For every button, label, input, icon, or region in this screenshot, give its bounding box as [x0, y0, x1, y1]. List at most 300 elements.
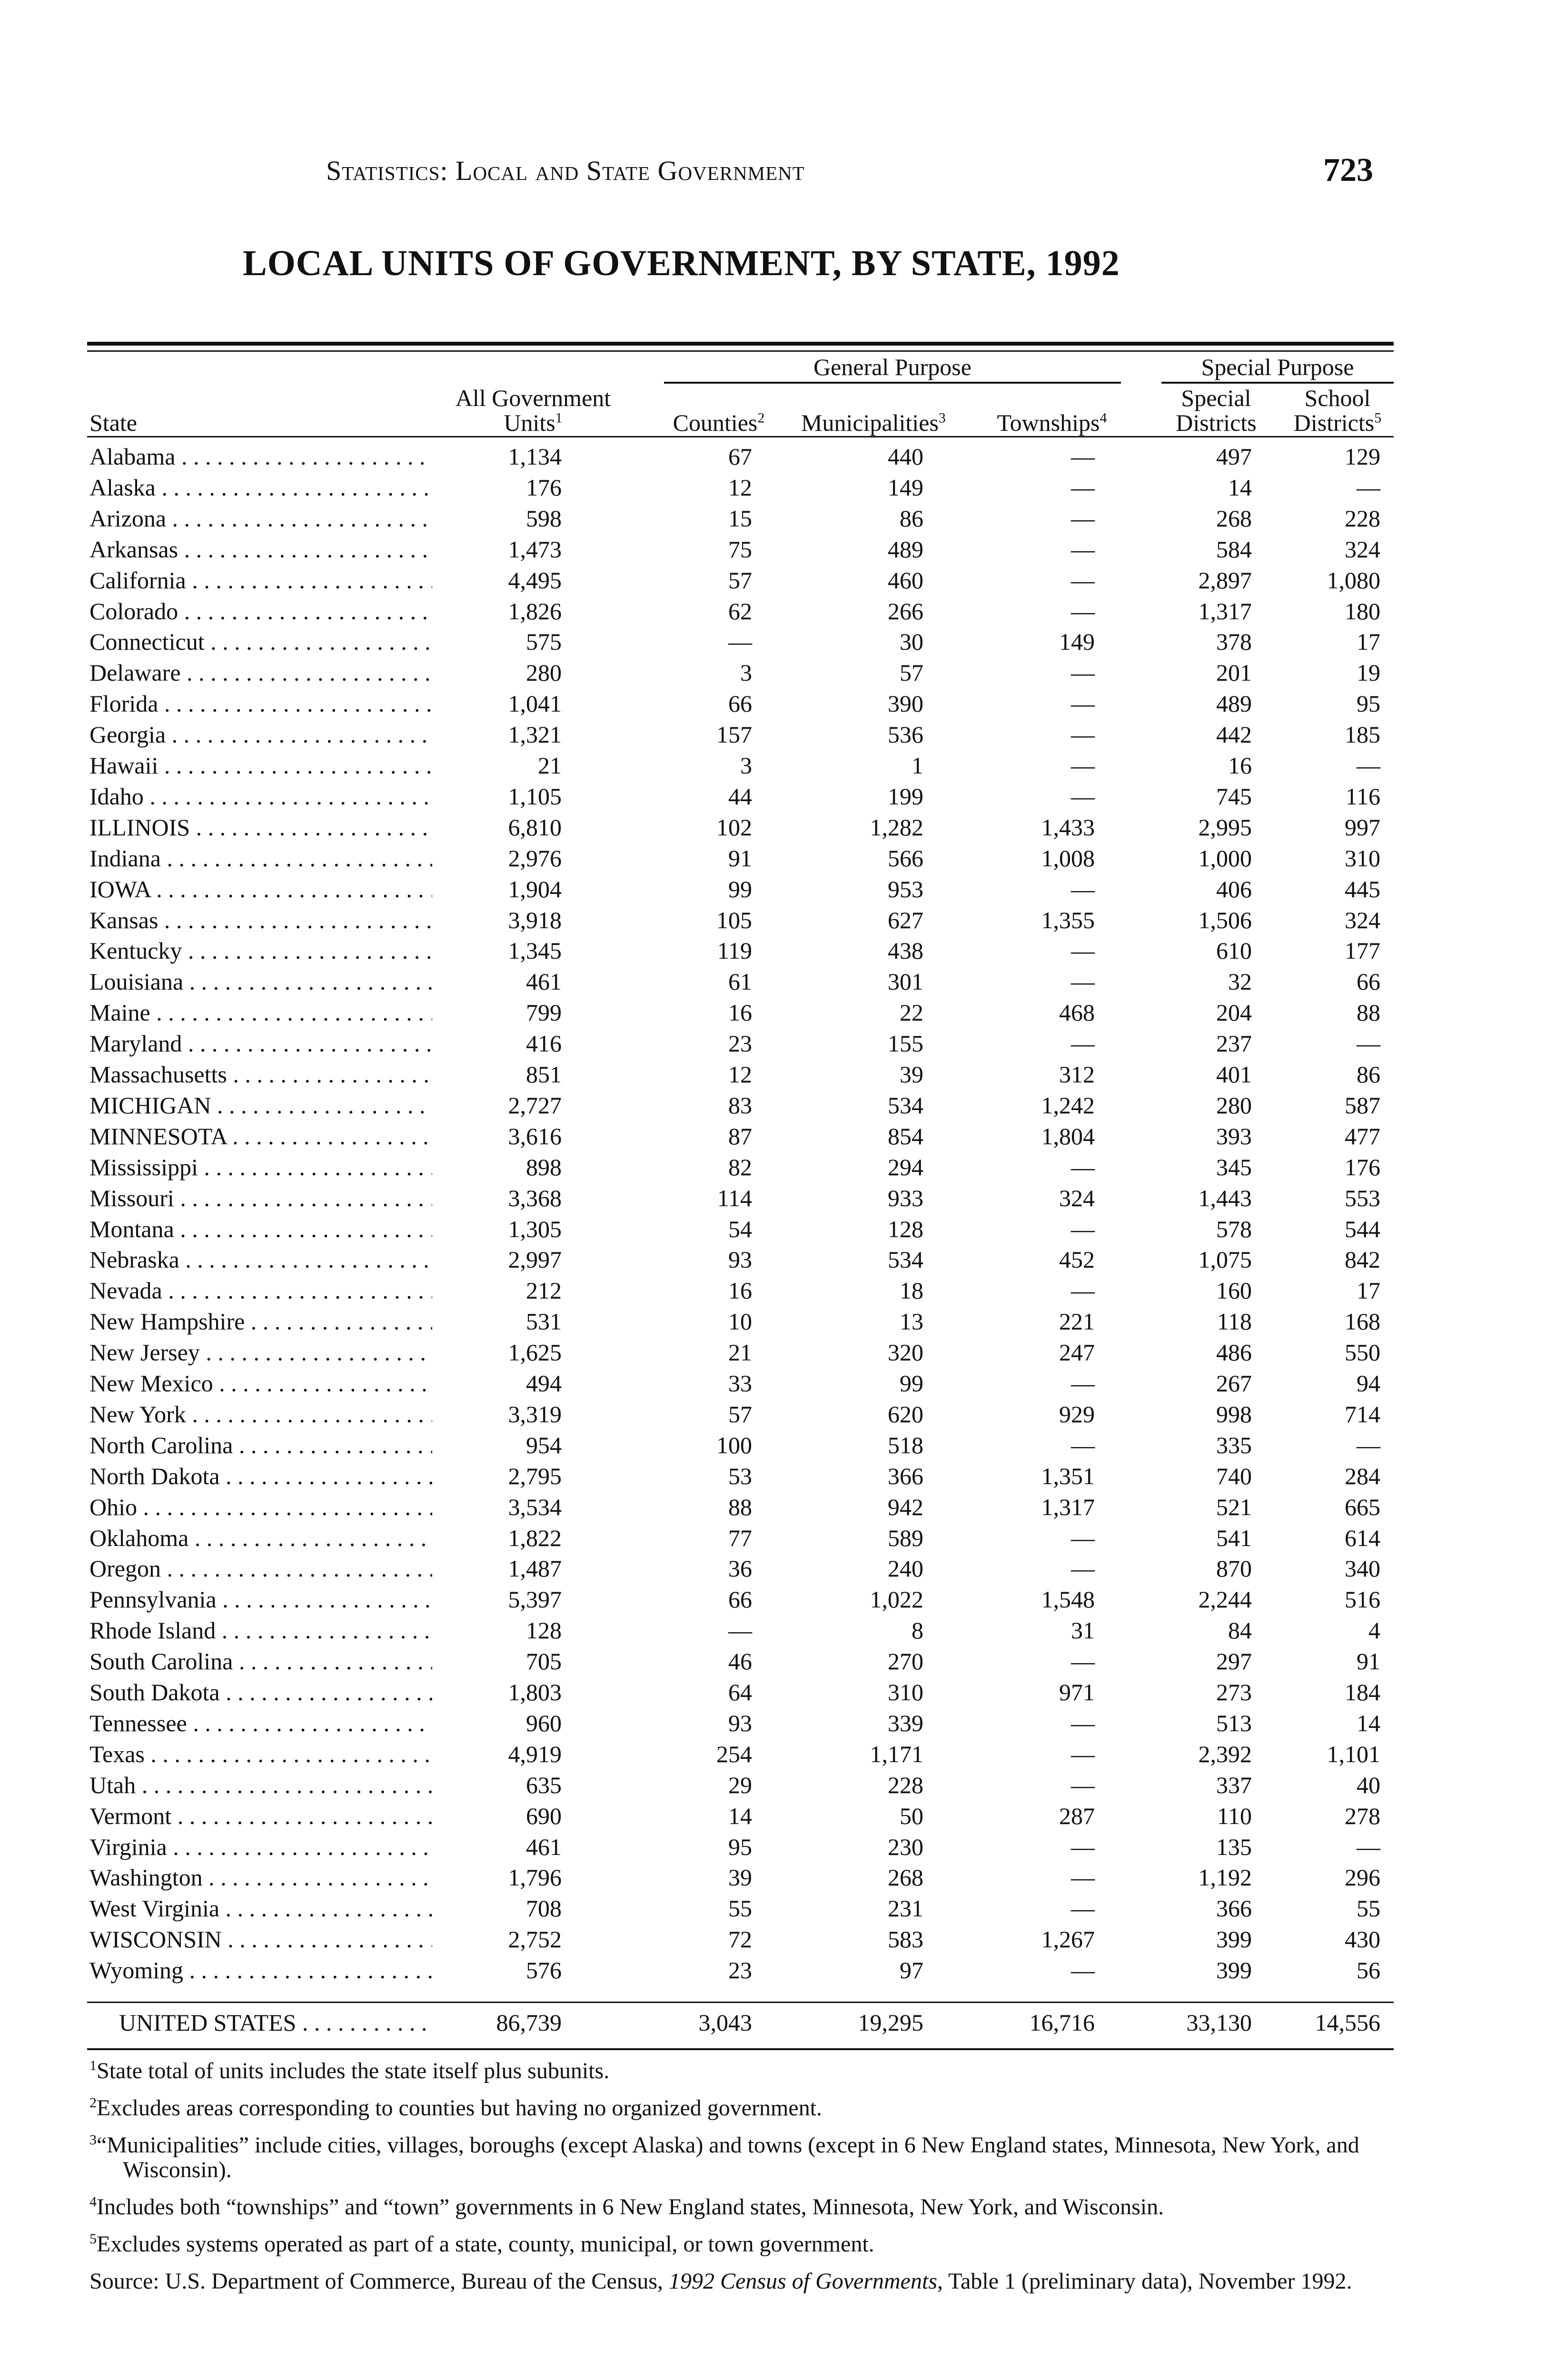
cell-school-districts: 544: [1345, 1215, 1380, 1242]
total-school-districts: 14,556: [1315, 2009, 1380, 2036]
cell-all-units: 3,534: [508, 1493, 562, 1520]
table-row: [0, 1091, 1546, 1122]
col-head-counties: Counties$^2$: [673, 409, 765, 436]
cell-all-units: 1,345: [508, 937, 562, 964]
cell-state: Virginia . . .: [89, 1833, 432, 1861]
cell-townships: —: [1071, 875, 1095, 902]
cell-school-districts: 714: [1345, 1400, 1380, 1428]
cell-school-districts: 17: [1357, 628, 1380, 655]
cell-townships: 971: [1059, 1679, 1095, 1706]
cell-municipalities: 39: [900, 1061, 923, 1088]
cell-counties: 21: [728, 1339, 752, 1366]
cell-municipalities: 534: [888, 1246, 923, 1273]
cell-counties: 72: [728, 1926, 752, 1953]
table-row: [0, 1246, 1546, 1277]
cell-school-districts: 587: [1345, 1091, 1380, 1119]
cell-townships: 929: [1059, 1400, 1095, 1428]
cell-special-districts: 541: [1216, 1524, 1252, 1551]
total-all-units: 86,739: [496, 2009, 562, 2036]
cell-state: Ohio . . .: [89, 1493, 432, 1521]
cell-counties: 102: [716, 813, 752, 841]
cell-state: Vermont . . .: [89, 1802, 432, 1830]
cell-townships: —: [1071, 1030, 1095, 1057]
cell-all-units: 531: [526, 1308, 562, 1335]
cell-special-districts: 237: [1216, 1030, 1252, 1057]
cell-all-units: 416: [526, 1030, 562, 1057]
cell-special-districts: 740: [1216, 1462, 1252, 1489]
cell-special-districts: 486: [1216, 1339, 1252, 1366]
table-row: [0, 1277, 1546, 1308]
cell-school-districts: 516: [1345, 1586, 1380, 1613]
cell-school-districts: —: [1357, 474, 1380, 501]
cell-all-units: 1,822: [508, 1524, 562, 1551]
cell-townships: 247: [1059, 1339, 1095, 1366]
cell-all-units: 4,919: [508, 1740, 562, 1767]
total-municipalities: 19,295: [858, 2009, 923, 2036]
table-row: [0, 1308, 1546, 1339]
cell-municipalities: 620: [888, 1400, 923, 1428]
cell-all-units: 1,826: [508, 597, 562, 625]
cell-special-districts: 401: [1216, 1061, 1252, 1088]
footnote-2: $^2$Excludes areas corresponding to counties but having no organized government.: [89, 2095, 823, 2121]
cell-townships: —: [1071, 968, 1095, 995]
cell-state: Indiana . . .: [89, 844, 432, 872]
running-head: Statistics: Local and State Government: [326, 155, 805, 186]
cell-townships: 452: [1059, 1246, 1095, 1273]
cell-all-units: 176: [526, 474, 562, 501]
cell-school-districts: 284: [1345, 1462, 1380, 1489]
cell-townships: 1,008: [1041, 844, 1095, 872]
cell-counties: 82: [728, 1153, 752, 1180]
cell-special-districts: 118: [1217, 1308, 1252, 1335]
cell-all-units: 1,625: [508, 1339, 562, 1366]
table-top-rule: [87, 342, 1394, 346]
cell-school-districts: 296: [1345, 1864, 1380, 1891]
page-number: 723: [1323, 152, 1373, 188]
cell-special-districts: 1,317: [1198, 597, 1252, 625]
cell-state: Hawaii . . .: [89, 752, 432, 779]
cell-special-districts: 1,192: [1198, 1864, 1252, 1891]
cell-special-districts: 489: [1216, 690, 1252, 717]
cell-special-districts: 345: [1216, 1153, 1252, 1180]
cell-townships: —: [1071, 536, 1095, 563]
cell-counties: 66: [728, 690, 752, 717]
cell-school-districts: —: [1357, 752, 1380, 779]
cell-all-units: 3,368: [508, 1184, 562, 1211]
cell-school-districts: 94: [1357, 1370, 1380, 1397]
cell-school-districts: 88: [1357, 999, 1380, 1026]
cell-municipalities: 97: [900, 1957, 923, 1984]
cell-state: New York . . .: [89, 1400, 432, 1428]
cell-all-units: 2,976: [508, 844, 562, 872]
cell-counties: 3: [740, 752, 752, 779]
cell-all-units: 1,305: [508, 1215, 562, 1242]
cell-state: Florida . . .: [89, 690, 432, 717]
cell-special-districts: 870: [1216, 1555, 1252, 1582]
table-row: [0, 659, 1546, 690]
cell-special-districts: 84: [1228, 1617, 1252, 1644]
cell-municipalities: 390: [888, 690, 923, 717]
table-row: [0, 505, 1546, 536]
cell-municipalities: 627: [888, 906, 923, 933]
cell-school-districts: 14: [1357, 1709, 1380, 1736]
cell-counties: 53: [728, 1462, 752, 1489]
cell-municipalities: 933: [888, 1184, 923, 1211]
cell-municipalities: 86: [900, 505, 923, 532]
cell-special-districts: 280: [1216, 1091, 1252, 1119]
cell-townships: —: [1071, 1864, 1095, 1891]
cell-all-units: 212: [526, 1277, 562, 1304]
table-row: [0, 1864, 1546, 1894]
footnote-3: $^3$“Municipalities” include cities, villages, boroughs (except Alaska) and towns (except in 6 New England states, Minnesota, New York, and Wisconsin).: [89, 2132, 1359, 2182]
cell-all-units: 461: [526, 1833, 562, 1860]
cell-townships: —: [1071, 443, 1095, 470]
cell-state: ILLINOIS . . .: [89, 813, 432, 841]
cell-counties: 254: [716, 1740, 752, 1767]
cell-counties: 29: [728, 1771, 752, 1798]
cell-counties: 64: [728, 1679, 752, 1706]
total-top-rule: [87, 2002, 1394, 2003]
cell-all-units: 1,487: [508, 1555, 562, 1582]
cell-school-districts: 176: [1345, 1153, 1380, 1180]
cell-municipalities: 942: [888, 1493, 923, 1520]
cell-all-units: 461: [526, 968, 562, 995]
cell-municipalities: 438: [888, 937, 923, 964]
table-row: [0, 566, 1546, 597]
cell-townships: —: [1071, 1277, 1095, 1304]
cell-townships: 1,548: [1041, 1586, 1095, 1613]
footnote-4: $^4$Includes both “townships” and “town” governments in 6 New England states, Minnesota, New York, and Wisconsin.: [89, 2194, 1164, 2220]
cell-municipalities: 30: [900, 628, 923, 655]
cell-townships: —: [1071, 597, 1095, 625]
cell-state: Alaska . . .: [89, 474, 432, 501]
cell-state: Mississippi . . .: [89, 1153, 432, 1181]
cell-counties: 93: [728, 1709, 752, 1736]
cell-municipalities: 534: [888, 1091, 923, 1119]
cell-municipalities: 128: [888, 1215, 923, 1242]
cell-state: Delaware . . .: [89, 659, 432, 686]
cell-special-districts: 2,244: [1198, 1586, 1252, 1613]
cell-townships: 1,355: [1041, 906, 1095, 933]
cell-all-units: 128: [526, 1617, 562, 1644]
cell-state: MICHIGAN . . .: [89, 1091, 432, 1119]
cell-special-districts: 521: [1216, 1493, 1252, 1520]
cell-municipalities: 22: [900, 999, 923, 1026]
cell-municipalities: 1,171: [870, 1740, 923, 1767]
cell-school-districts: 228: [1345, 505, 1380, 532]
cell-all-units: 635: [526, 1771, 562, 1798]
cell-all-units: 2,997: [508, 1246, 562, 1273]
cell-state: Kentucky . . .: [89, 937, 432, 964]
cell-state: Arkansas . . .: [89, 536, 432, 563]
cell-townships: 1,317: [1041, 1493, 1095, 1520]
total-townships: 16,716: [1029, 2009, 1095, 2036]
table-row: [0, 628, 1546, 659]
cell-municipalities: 155: [888, 1030, 923, 1057]
table-row: [0, 443, 1546, 474]
table-row: [0, 1030, 1546, 1061]
cell-municipalities: 99: [900, 1370, 923, 1397]
cell-municipalities: 536: [888, 721, 923, 748]
cell-state: Oklahoma . . .: [89, 1524, 432, 1552]
cell-school-districts: 4: [1368, 1617, 1380, 1644]
cell-state: Washington . . .: [89, 1864, 432, 1891]
total-row: [0, 2009, 1546, 2042]
cell-townships: —: [1071, 1648, 1095, 1675]
cell-state: Idaho . . .: [89, 783, 432, 810]
cell-townships: 324: [1059, 1184, 1095, 1211]
cell-all-units: 3,319: [508, 1400, 562, 1428]
cell-special-districts: 578: [1216, 1215, 1252, 1242]
cell-townships: —: [1071, 783, 1095, 810]
cell-townships: —: [1071, 1895, 1095, 1922]
table-row: [0, 1616, 1546, 1647]
cell-state: WISCONSIN . . .: [89, 1925, 432, 1953]
cell-counties: 23: [728, 1957, 752, 1984]
cell-counties: 12: [728, 474, 752, 501]
cell-special-districts: 160: [1216, 1277, 1252, 1304]
cell-all-units: 1,473: [508, 536, 562, 563]
cell-state: Oregon . . .: [89, 1555, 432, 1582]
cell-special-districts: 297: [1216, 1648, 1252, 1675]
cell-state: Pennsylvania . . .: [89, 1586, 432, 1613]
table-row: [0, 1678, 1546, 1709]
cell-school-districts: 665: [1345, 1493, 1380, 1520]
cell-townships: 31: [1071, 1617, 1095, 1644]
cell-special-districts: 1,443: [1198, 1184, 1252, 1211]
cell-school-districts: 19: [1357, 659, 1380, 686]
cell-municipalities: 57: [900, 659, 923, 686]
cell-state: North Carolina . . .: [89, 1431, 432, 1459]
cell-counties: 77: [728, 1524, 752, 1551]
cell-state: New Hampshire . . .: [89, 1308, 432, 1335]
cell-all-units: 6,810: [508, 813, 562, 841]
cell-counties: 95: [728, 1833, 752, 1860]
cell-municipalities: 230: [888, 1833, 923, 1860]
cell-school-districts: —: [1357, 1833, 1380, 1860]
table-row: [0, 1709, 1546, 1740]
cell-school-districts: —: [1357, 1431, 1380, 1458]
cell-townships: —: [1071, 752, 1095, 779]
cell-state: Montana . . .: [89, 1215, 432, 1243]
cell-counties: 16: [728, 999, 752, 1026]
table-row: [0, 1369, 1546, 1400]
table-row: [0, 1647, 1546, 1678]
cell-special-districts: 2,897: [1198, 566, 1252, 594]
cell-counties: 14: [728, 1802, 752, 1829]
cell-school-districts: 91: [1357, 1648, 1380, 1675]
cell-school-districts: 445: [1345, 875, 1380, 902]
cell-special-districts: 14: [1228, 474, 1252, 501]
cell-counties: 75: [728, 536, 752, 563]
cell-special-districts: 1,000: [1198, 844, 1252, 872]
cell-school-districts: 1,080: [1327, 566, 1380, 594]
cell-townships: —: [1071, 1833, 1095, 1860]
cell-counties: 33: [728, 1370, 752, 1397]
cell-state: California . . .: [89, 566, 432, 594]
cell-counties: 10: [728, 1308, 752, 1335]
table-row: [0, 1184, 1546, 1215]
cell-townships: 1,242: [1041, 1091, 1095, 1119]
cell-special-districts: 268: [1216, 505, 1252, 532]
cell-municipalities: 270: [888, 1648, 923, 1675]
cell-school-districts: 842: [1345, 1246, 1380, 1273]
cell-all-units: 1,321: [508, 721, 562, 748]
cell-all-units: 280: [526, 659, 562, 686]
table-row: [0, 690, 1546, 721]
footnote-5: $^5$Excludes systems operated as part of a state, county, municipal, or town government.: [89, 2231, 874, 2257]
cell-school-districts: 40: [1357, 1771, 1380, 1798]
cell-state: Tennessee . . .: [89, 1709, 432, 1737]
cell-school-districts: 1,101: [1327, 1740, 1380, 1767]
table-row: [0, 597, 1546, 628]
table-row: [0, 1339, 1546, 1369]
table-row: [0, 875, 1546, 906]
cell-municipalities: 50: [900, 1802, 923, 1829]
table-row: [0, 783, 1546, 813]
table-row: [0, 1493, 1546, 1524]
cell-municipalities: 518: [888, 1431, 923, 1458]
table-row: [0, 1740, 1546, 1771]
cell-school-districts: 55: [1357, 1895, 1380, 1922]
table-row: [0, 999, 1546, 1030]
cell-counties: 15: [728, 505, 752, 532]
cell-counties: 87: [728, 1122, 752, 1150]
cell-state: Wyoming . . .: [89, 1956, 432, 1984]
cell-townships: 149: [1059, 628, 1095, 655]
cell-special-districts: 273: [1216, 1679, 1252, 1706]
cell-municipalities: 240: [888, 1555, 923, 1582]
cell-special-districts: 2,995: [1198, 813, 1252, 841]
col-head-state: State: [89, 409, 137, 436]
cell-all-units: 960: [526, 1709, 562, 1736]
header-bottom-rule: [87, 436, 1394, 437]
cell-special-districts: 378: [1216, 628, 1252, 655]
cell-school-districts: 614: [1345, 1524, 1380, 1551]
cell-townships: —: [1071, 474, 1095, 501]
cell-special-districts: 204: [1216, 999, 1252, 1026]
total-counties: 3,043: [698, 2009, 752, 2036]
cell-all-units: 1,134: [508, 443, 562, 470]
table-row: [0, 1122, 1546, 1153]
cell-special-districts: 1,506: [1198, 906, 1252, 933]
cell-school-districts: 86: [1357, 1061, 1380, 1088]
source-note: Source: U.S. Department of Commerce, Bureau of the Census, 1992 Census of Governments, Table 1 (preliminary data), November 1992.: [89, 2269, 1352, 2294]
cell-school-districts: 310: [1345, 844, 1380, 872]
cell-state: Nebraska . . .: [89, 1246, 432, 1273]
cell-townships: 312: [1059, 1061, 1095, 1088]
cell-counties: 99: [728, 875, 752, 902]
cell-municipalities: 301: [888, 968, 923, 995]
cell-municipalities: 854: [888, 1122, 923, 1150]
table-row: [0, 1400, 1546, 1431]
general-purpose-rule: [664, 382, 1121, 384]
cell-townships: —: [1071, 1215, 1095, 1242]
cell-all-units: 1,803: [508, 1679, 562, 1706]
cell-townships: —: [1071, 1555, 1095, 1582]
cell-all-units: 575: [526, 628, 562, 655]
page-title: LOCAL UNITS OF GOVERNMENT, BY STATE, 1992: [243, 243, 1120, 283]
table-row: [0, 1894, 1546, 1925]
cell-municipalities: 320: [888, 1339, 923, 1366]
cell-special-districts: 442: [1216, 721, 1252, 748]
cell-townships: —: [1071, 1957, 1095, 1984]
cell-all-units: 1,904: [508, 875, 562, 902]
cell-all-units: 898: [526, 1153, 562, 1180]
cell-counties: 88: [728, 1493, 752, 1520]
general-purpose-label: General Purpose: [813, 354, 971, 380]
cell-townships: 1,267: [1041, 1926, 1095, 1953]
cell-state: Texas . . .: [89, 1740, 432, 1768]
cell-counties: 61: [728, 968, 752, 995]
cell-townships: —: [1071, 1153, 1095, 1180]
cell-special-districts: 201: [1216, 659, 1252, 686]
cell-school-districts: 129: [1345, 443, 1380, 470]
cell-municipalities: 13: [900, 1308, 923, 1335]
cell-townships: —: [1071, 1709, 1095, 1736]
cell-counties: 100: [716, 1431, 752, 1458]
cell-counties: 12: [728, 1061, 752, 1088]
cell-all-units: 3,918: [508, 906, 562, 933]
cell-special-districts: 335: [1216, 1431, 1252, 1458]
table-row: [0, 1462, 1546, 1493]
cell-townships: —: [1071, 1370, 1095, 1397]
cell-counties: 62: [728, 597, 752, 625]
cell-municipalities: 460: [888, 566, 923, 594]
cell-municipalities: 1,022: [870, 1586, 923, 1613]
cell-municipalities: 583: [888, 1926, 923, 1953]
cell-school-districts: 17: [1357, 1277, 1380, 1304]
cell-counties: 114: [717, 1184, 752, 1211]
cell-special-districts: 399: [1216, 1957, 1252, 1984]
footnote-1: $^1$State total of units includes the state itself plus subunits.: [89, 2058, 610, 2083]
cell-all-units: 576: [526, 1957, 562, 1984]
table-row: [0, 1061, 1546, 1091]
cell-all-units: 598: [526, 505, 562, 532]
cell-state: New Jersey . . .: [89, 1339, 432, 1366]
cell-state: Utah . . .: [89, 1771, 432, 1799]
cell-school-districts: 340: [1345, 1555, 1380, 1582]
cell-townships: —: [1071, 1740, 1095, 1767]
table-row: [0, 1956, 1546, 1987]
cell-state: Georgia . . .: [89, 721, 432, 748]
cell-special-districts: 1,075: [1198, 1246, 1252, 1273]
table-row: [0, 968, 1546, 999]
cell-state: Maine . . .: [89, 999, 432, 1026]
cell-special-districts: 337: [1216, 1771, 1252, 1798]
table-top-rule-thin: [87, 350, 1394, 352]
cell-all-units: 3,616: [508, 1122, 562, 1150]
cell-municipalities: 1: [912, 752, 923, 779]
col-head-school-districts: School Districts$^5$: [1293, 385, 1382, 436]
cell-school-districts: 184: [1345, 1679, 1380, 1706]
col-head-municipalities: Municipalities$^3$: [801, 409, 946, 436]
cell-state: Arizona . . .: [89, 505, 432, 532]
cell-school-districts: 278: [1345, 1802, 1380, 1829]
cell-all-units: 799: [526, 999, 562, 1026]
cell-counties: 16: [728, 1277, 752, 1304]
cell-special-districts: 2,392: [1198, 1740, 1252, 1767]
cell-counties: 67: [728, 443, 752, 470]
cell-municipalities: 8: [912, 1617, 923, 1644]
cell-school-districts: 168: [1345, 1308, 1380, 1335]
cell-all-units: 494: [526, 1370, 562, 1397]
cell-municipalities: 339: [888, 1709, 923, 1736]
cell-municipalities: 366: [888, 1462, 923, 1489]
cell-municipalities: 566: [888, 844, 923, 872]
cell-municipalities: 18: [900, 1277, 923, 1304]
special-purpose-rule: [1161, 382, 1394, 384]
